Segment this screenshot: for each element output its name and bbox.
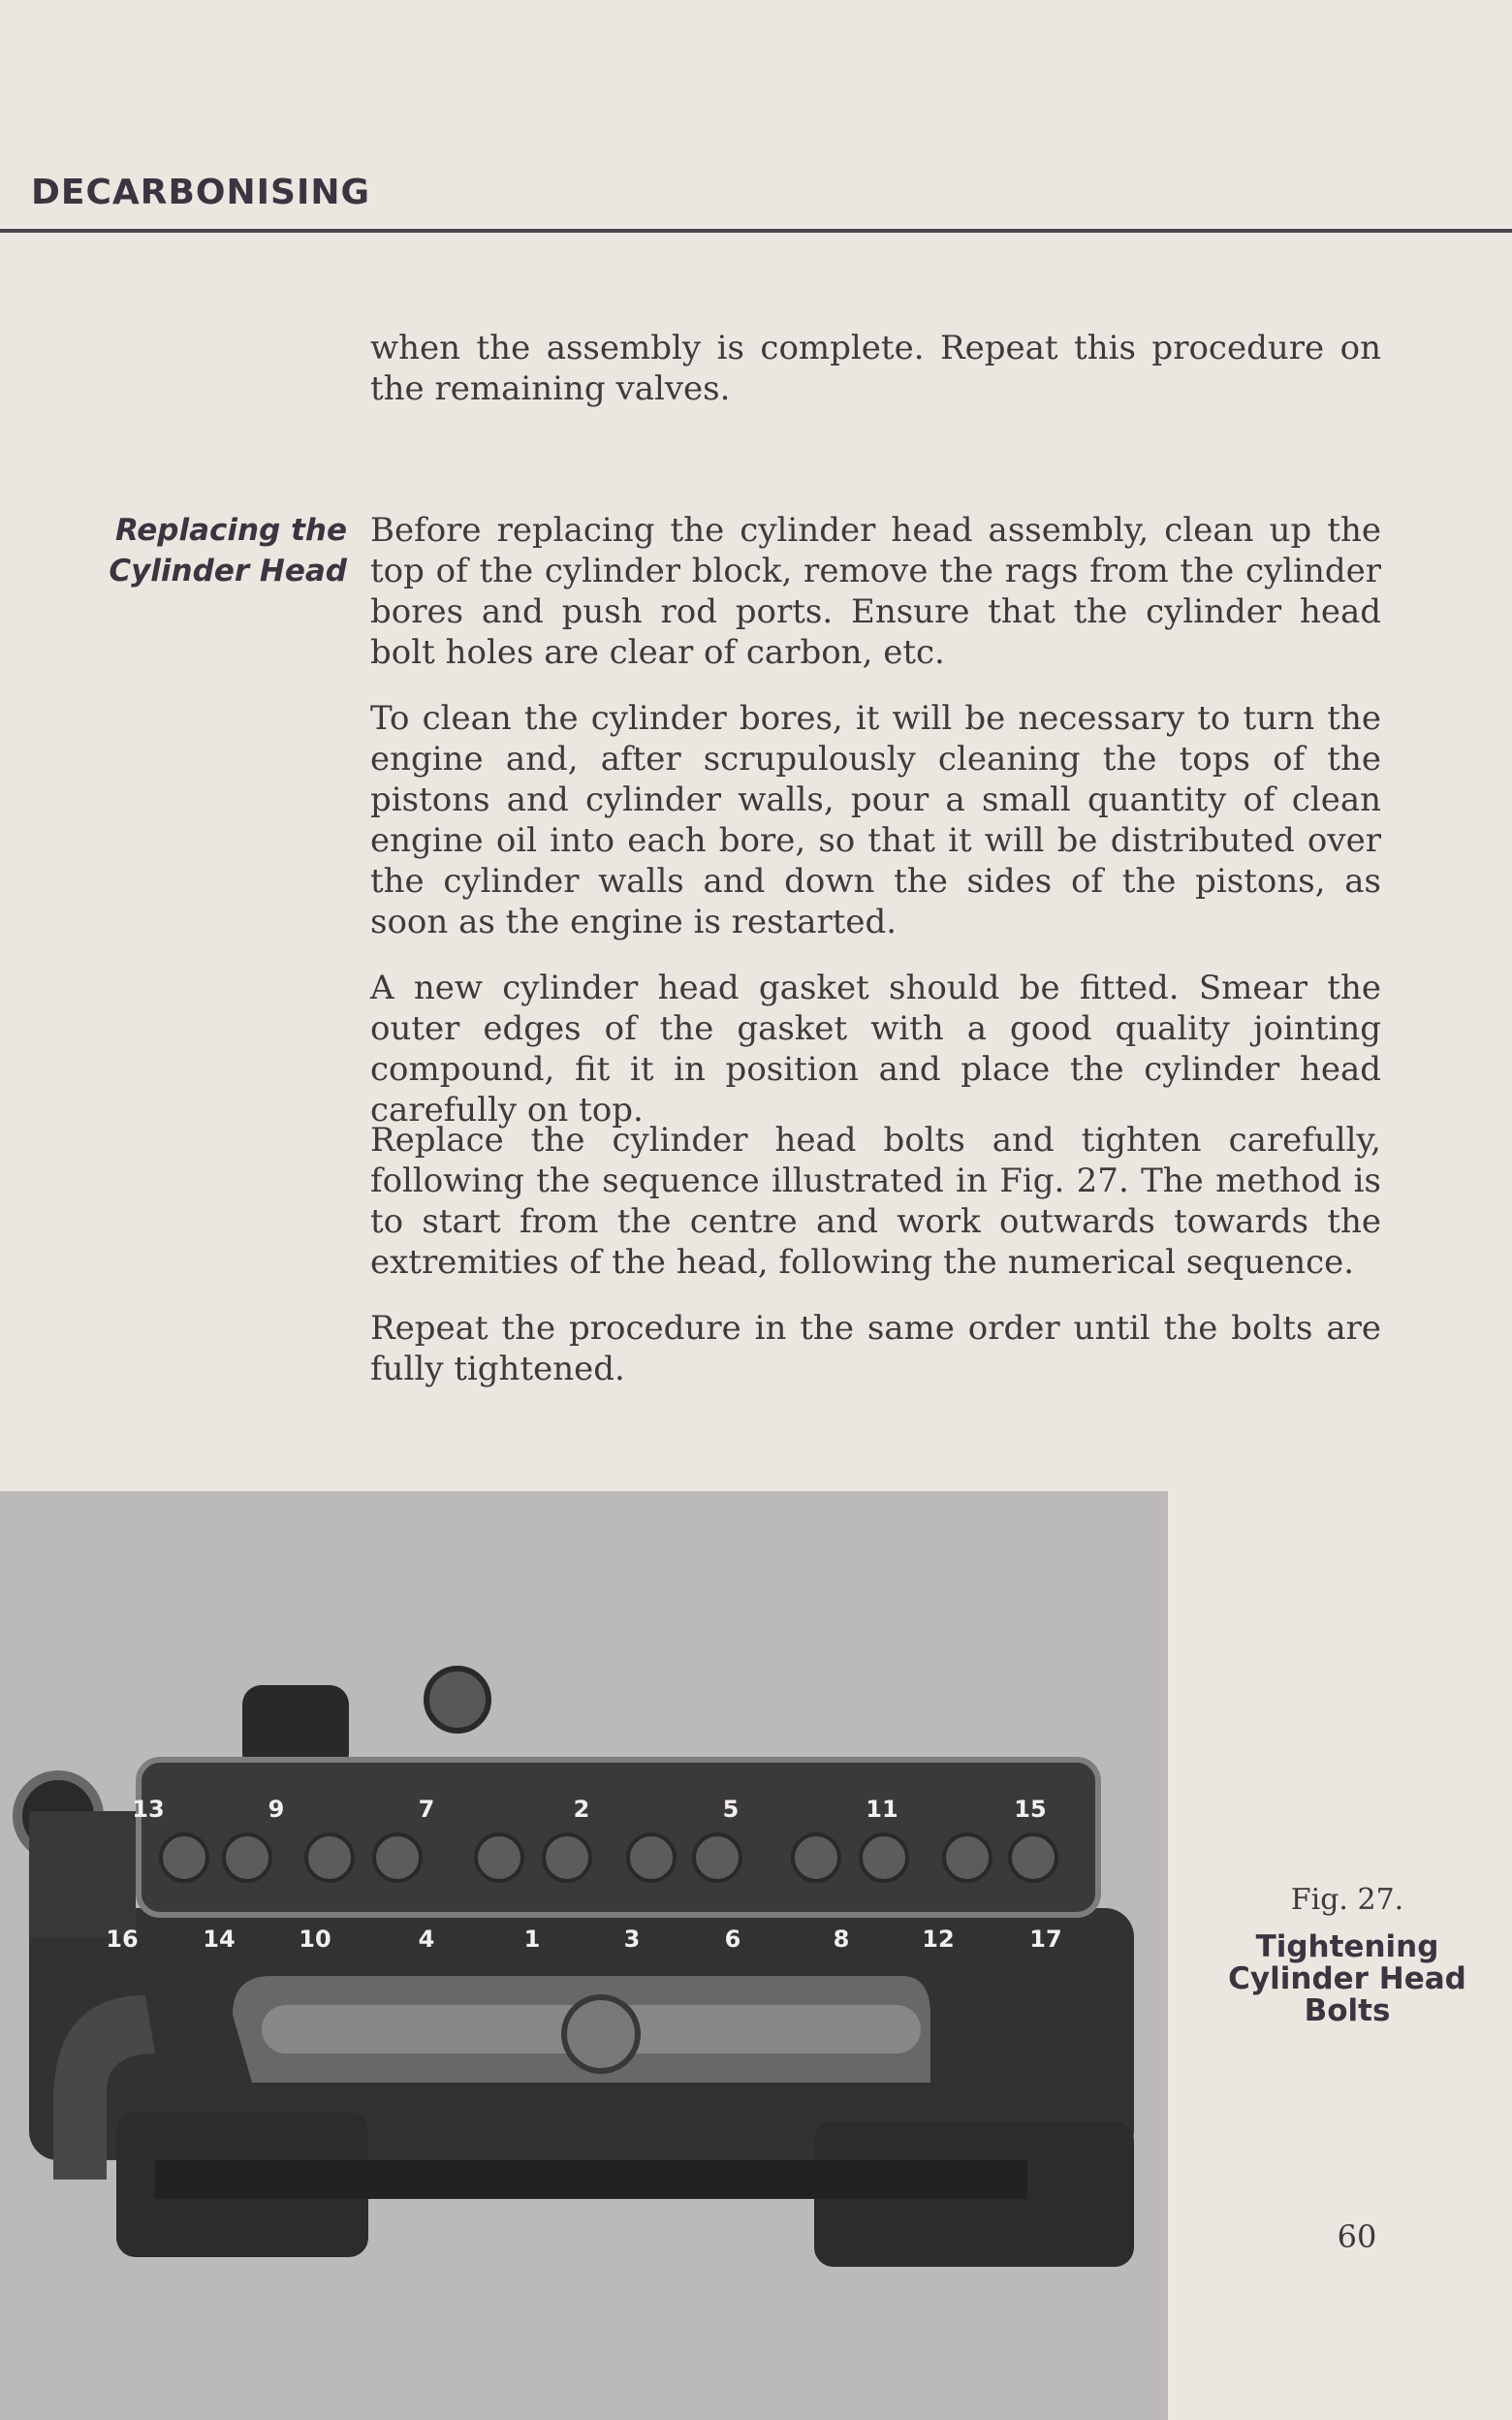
header-rule (0, 229, 1512, 233)
paragraph-5: Repeat the procedure in the same order until the bolts are fully tightened. (370, 1309, 1381, 1388)
paragraph-0: when the assembly is complete. Repeat this procedure on the remaining valves. (370, 329, 1381, 408)
paragraph-3: A new cylinder head gasket should be fitted. Smear the outer edges of the gasket with a good quality jointing compound, fit it in position and place the cylinder head carefully on top. (370, 969, 1381, 1130)
paragraph-2: To clean the cylinder bores, it will be necessary to turn the engine and, after scrupulously cleaning the tops of the pistons and cylinder walls, pour a small quantity of clean engine oil into each bore, so that it will be distributed over the cylinder walls and down the sides of the pistons, as soon as the engine is restarted. (370, 699, 1381, 941)
section-header: DECARBONISING (31, 173, 371, 212)
paragraph-4: Replace the cylinder head bolts and tighten carefully, following the sequence illustrated in Fig. 27. The method is to start from the centre and work outwards towards the extremities of the head, following the numerical sequence. (370, 1121, 1381, 1282)
bolt-number: 5 (722, 1796, 740, 1823)
bolt-number: 14 (203, 1926, 236, 1953)
bolt-number: 16 (106, 1926, 139, 1953)
figure-label: Fig. 27. (1290, 1883, 1404, 1917)
bolt-number: 7 (418, 1796, 435, 1823)
engine-photo (0, 1491, 1168, 2420)
bolt-number: 9 (268, 1796, 285, 1823)
bolt-number: 13 (132, 1796, 165, 1823)
bolt-number: 8 (833, 1926, 850, 1953)
bolt-number: 15 (1014, 1796, 1047, 1823)
bolt-number: 11 (866, 1796, 898, 1823)
bolt-number: 1 (523, 1926, 541, 1953)
engine-illustration (0, 1491, 1168, 2420)
side-heading: Replacing the Cylinder Head (109, 513, 347, 589)
bolt-number: 6 (724, 1926, 741, 1953)
figure-caption: Tightening Cylinder Head Bolts (1228, 1929, 1466, 2028)
page-number: 60 (1337, 2218, 1377, 2255)
bolt-number: 2 (573, 1796, 590, 1823)
bolt-number: 10 (299, 1926, 331, 1953)
bolt-number: 17 (1029, 1926, 1062, 1953)
bolt-number: 12 (922, 1926, 955, 1953)
bolt-number: 4 (418, 1926, 435, 1953)
bolt-number: 3 (623, 1926, 641, 1953)
paragraph-1: Before replacing the cylinder head assembly, clean up the top of the cylinder block, remove the rags from the cylinder bores and push rod ports. Ensure that the cylinder head bolt holes are clear of carbon, etc. (370, 511, 1381, 672)
